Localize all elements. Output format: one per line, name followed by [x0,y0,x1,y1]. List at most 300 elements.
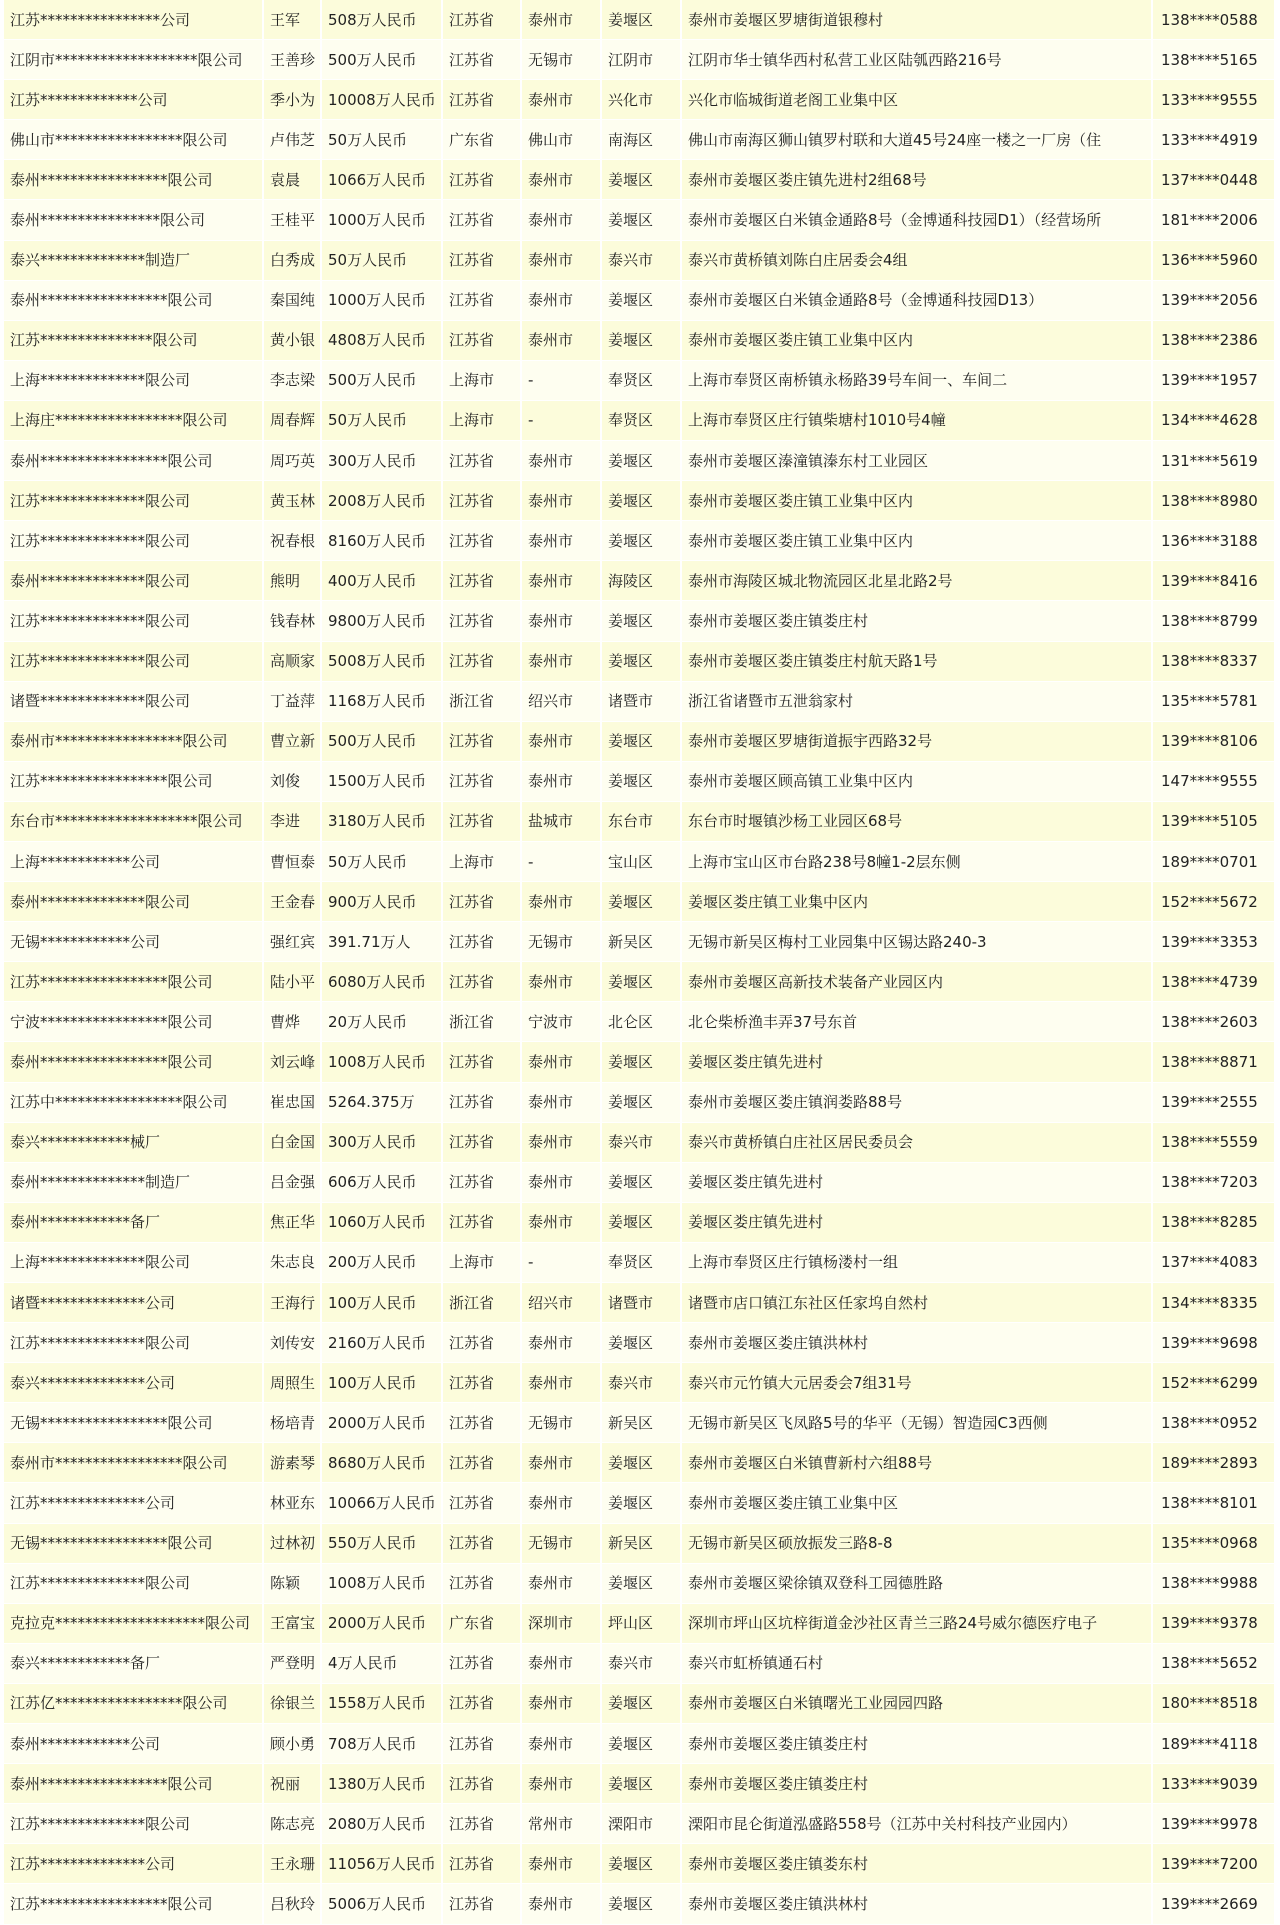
district-cell: 姜堰区 [602,160,682,200]
table-row [4,802,1276,842]
district-cell: 姜堰区 [602,1483,682,1523]
province-cell: 江苏省 [443,1363,522,1403]
province-cell: 江苏省 [443,0,522,40]
address-cell: 泰州市姜堰区白米镇曹新村六组88号 [682,1443,1153,1483]
district-cell: 泰兴市 [602,241,682,281]
city-cell: 盐城市 [522,802,602,842]
city-cell: 泰州市 [522,160,602,200]
company-name-cell: 江苏*************公司 [4,80,264,120]
table-row [4,120,1276,160]
company-name-cell: 江苏***************限公司 [4,321,264,361]
district-cell: 姜堰区 [602,882,682,922]
district-cell: 姜堰区 [602,1083,682,1123]
phone-cell: 138****0588 [1153,0,1276,40]
company-name-cell: 泰兴************备厂 [4,1644,264,1684]
legal-rep-cell: 吕金强 [264,1163,322,1203]
phone-cell: 189****2893 [1153,1443,1276,1483]
district-cell: 姜堰区 [602,321,682,361]
province-cell: 江苏省 [443,601,522,641]
legal-rep-cell: 王桂平 [264,200,322,240]
address-cell: 泰州市海陵区城北物流园区北星北路2号 [682,561,1153,601]
company-name-cell: 江苏**************限公司 [4,521,264,561]
company-name-cell: 江苏*****************限公司 [4,762,264,802]
phone-cell: 139****2669 [1153,1884,1276,1924]
legal-rep-cell: 高顺家 [264,642,322,682]
district-cell: 姜堰区 [602,1684,682,1724]
company-name-cell: 无锡*****************限公司 [4,1403,264,1443]
registered-capital-cell: 500万人民币 [322,40,443,80]
phone-cell: 138****0952 [1153,1403,1276,1443]
district-cell: 姜堰区 [602,1042,682,1082]
address-cell: 泰兴市元竹镇大元居委会7组31号 [682,1363,1153,1403]
registered-capital-cell: 10066万人民币 [322,1483,443,1523]
city-cell: 泰州市 [522,1123,602,1163]
city-cell: 无锡市 [522,1524,602,1564]
phone-cell: 133****4919 [1153,120,1276,160]
registered-capital-cell: 300万人民币 [322,1123,443,1163]
table-body [4,0,1276,1925]
table-row [4,1804,1276,1844]
table-row [4,1283,1276,1323]
province-cell: 江苏省 [443,1483,522,1523]
company-name-cell: 江苏**************限公司 [4,1564,264,1604]
city-cell: 泰州市 [522,1203,602,1243]
legal-rep-cell: 卢伟芝 [264,120,322,160]
table-row [4,1724,1276,1764]
province-cell: 江苏省 [443,1203,522,1243]
district-cell: 姜堰区 [602,0,682,40]
company-name-cell: 泰兴**************制造厂 [4,241,264,281]
registered-capital-cell: 606万人民币 [322,1163,443,1203]
province-cell: 江苏省 [443,1163,522,1203]
address-cell: 姜堰区娄庄镇先进村 [682,1042,1153,1082]
province-cell: 江苏省 [443,1524,522,1564]
city-cell: 绍兴市 [522,1283,602,1323]
district-cell: 奉贤区 [602,401,682,441]
phone-cell: 152****5672 [1153,882,1276,922]
district-cell: 姜堰区 [602,441,682,481]
table-row [4,1163,1276,1203]
phone-cell: 139****9978 [1153,1804,1276,1844]
address-cell: 泰州市姜堰区娄庄镇娄庄村 [682,601,1153,641]
address-cell: 泰兴市黄桥镇刘陈白庄居委会4组 [682,241,1153,281]
company-name-cell: 泰州****************限公司 [4,200,264,240]
province-cell: 浙江省 [443,1002,522,1042]
city-cell: 泰州市 [522,1042,602,1082]
province-cell: 江苏省 [443,561,522,601]
address-cell: 泰州市姜堰区罗塘街道银穆村 [682,0,1153,40]
province-cell: 上海市 [443,842,522,882]
city-cell: 泰州市 [522,1644,602,1684]
company-name-cell: 上海庄*****************限公司 [4,401,264,441]
phone-cell: 139****5105 [1153,802,1276,842]
registered-capital-cell: 2080万人民币 [322,1804,443,1844]
company-name-cell: 泰州*****************限公司 [4,1042,264,1082]
registered-capital-cell: 1000万人民币 [322,281,443,321]
company-name-cell: 克拉克********************限公司 [4,1604,264,1644]
address-cell: 泰州市姜堰区白米镇金通路8号（金博通科技园D1）（经营场所 [682,200,1153,240]
legal-rep-cell: 杨培青 [264,1403,322,1443]
registered-capital-cell: 3180万人民币 [322,802,443,842]
legal-rep-cell: 严登明 [264,1644,322,1684]
company-name-cell: 宁波*****************限公司 [4,1002,264,1042]
legal-rep-cell: 游素琴 [264,1443,322,1483]
district-cell: 新吴区 [602,1524,682,1564]
province-cell: 江苏省 [443,1323,522,1363]
district-cell: 宝山区 [602,842,682,882]
registered-capital-cell: 1008万人民币 [322,1042,443,1082]
legal-rep-cell: 刘传安 [264,1323,322,1363]
table-row [4,521,1276,561]
province-cell: 浙江省 [443,1283,522,1323]
province-cell: 江苏省 [443,1083,522,1123]
address-cell: 无锡市新吴区梅村工业园集中区锡达路240-3 [682,922,1153,962]
city-cell: 泰州市 [522,762,602,802]
company-name-cell: 江苏中*****************限公司 [4,1083,264,1123]
district-cell: 新吴区 [602,1403,682,1443]
city-cell: - [522,842,602,882]
address-cell: 上海市奉贤区庄行镇杨溇村一组 [682,1243,1153,1283]
company-name-cell: 泰州************公司 [4,1724,264,1764]
phone-cell: 138****9988 [1153,1564,1276,1604]
district-cell: 兴化市 [602,80,682,120]
district-cell: 姜堰区 [602,1884,682,1924]
address-cell: 江阴市华士镇华西村私营工业区陆瓠西路216号 [682,40,1153,80]
company-name-cell: 无锡************公司 [4,922,264,962]
province-cell: 江苏省 [443,281,522,321]
province-cell: 江苏省 [443,80,522,120]
phone-cell: 138****7203 [1153,1163,1276,1203]
legal-rep-cell: 白秀成 [264,241,322,281]
registered-capital-cell: 708万人民币 [322,1724,443,1764]
registered-capital-cell: 8680万人民币 [322,1443,443,1483]
phone-cell: 138****8101 [1153,1483,1276,1523]
registered-capital-cell: 300万人民币 [322,441,443,481]
company-name-cell: 泰州**************制造厂 [4,1163,264,1203]
registered-capital-cell: 2000万人民币 [322,1403,443,1443]
phone-cell: 139****3353 [1153,922,1276,962]
province-cell: 广东省 [443,1604,522,1644]
legal-rep-cell: 丁益萍 [264,682,322,722]
registered-capital-cell: 2008万人民币 [322,481,443,521]
city-cell: 泰州市 [522,561,602,601]
legal-rep-cell: 曹烨 [264,1002,322,1042]
address-cell: 姜堰区娄庄镇工业集中区内 [682,882,1153,922]
city-cell: 深圳市 [522,1604,602,1644]
address-cell: 诸暨市店口镇江东社区任家坞自然村 [682,1283,1153,1323]
phone-cell: 139****2555 [1153,1083,1276,1123]
district-cell: 姜堰区 [602,722,682,762]
city-cell: 泰州市 [522,241,602,281]
table-row [4,1884,1276,1924]
address-cell: 泰兴市虹桥镇通石村 [682,1644,1153,1684]
registered-capital-cell: 2000万人民币 [322,1604,443,1644]
district-cell: 姜堰区 [602,1764,682,1804]
legal-rep-cell: 黄小银 [264,321,322,361]
registered-capital-cell: 508万人民币 [322,0,443,40]
district-cell: 坪山区 [602,1604,682,1644]
table-row [4,922,1276,962]
legal-rep-cell: 袁晨 [264,160,322,200]
province-cell: 江苏省 [443,1804,522,1844]
table-row [4,1123,1276,1163]
registered-capital-cell: 4万人民币 [322,1644,443,1684]
address-cell: 泰州市姜堰区梁徐镇双登科工园德胜路 [682,1564,1153,1604]
legal-rep-cell: 王富宝 [264,1604,322,1644]
company-name-cell: 泰州市*****************限公司 [4,722,264,762]
table-row [4,160,1276,200]
company-name-cell: 泰兴************械厂 [4,1123,264,1163]
address-cell: 泰州市姜堰区娄庄镇娄庄村航天路1号 [682,642,1153,682]
registered-capital-cell: 100万人民币 [322,1283,443,1323]
address-cell: 泰州市姜堰区娄庄镇工业集中区内 [682,321,1153,361]
district-cell: 姜堰区 [602,1724,682,1764]
address-cell: 泰州市姜堰区娄庄镇娄庄村 [682,1764,1153,1804]
phone-cell: 138****8871 [1153,1042,1276,1082]
city-cell: 无锡市 [522,40,602,80]
province-cell: 江苏省 [443,962,522,1002]
city-cell: 宁波市 [522,1002,602,1042]
table-row [4,241,1276,281]
province-cell: 江苏省 [443,1123,522,1163]
address-cell: 泰州市姜堰区娄庄镇润娄路88号 [682,1083,1153,1123]
table-row [4,1844,1276,1884]
district-cell: 奉贤区 [602,361,682,401]
legal-rep-cell: 李志梁 [264,361,322,401]
city-cell: 泰州市 [522,281,602,321]
legal-rep-cell: 王永珊 [264,1844,322,1884]
address-cell: 泰州市姜堰区白米镇金通路8号（金博通科技园D13） [682,281,1153,321]
legal-rep-cell: 周照生 [264,1363,322,1403]
district-cell: 姜堰区 [602,1443,682,1483]
province-cell: 江苏省 [443,1443,522,1483]
legal-rep-cell: 王金春 [264,882,322,922]
registered-capital-cell: 50万人民币 [322,120,443,160]
company-name-cell: 诸暨**************限公司 [4,682,264,722]
registered-capital-cell: 50万人民币 [322,401,443,441]
address-cell: 泰州市姜堰区罗塘街道振宇西路32号 [682,722,1153,762]
registered-capital-cell: 50万人民币 [322,241,443,281]
province-cell: 江苏省 [443,1403,522,1443]
address-cell: 泰州市姜堰区高新技术装备产业园区内 [682,962,1153,1002]
address-cell: 佛山市南海区狮山镇罗村联和大道45号24座一楼之一厂房（住 [682,120,1153,160]
district-cell: 诸暨市 [602,1283,682,1323]
province-cell: 江苏省 [443,1884,522,1924]
table-row [4,1764,1276,1804]
registered-capital-cell: 5006万人民币 [322,1884,443,1924]
table-row [4,1203,1276,1243]
district-cell: 奉贤区 [602,1243,682,1283]
registered-capital-cell: 4808万人民币 [322,321,443,361]
table-row [4,842,1276,882]
company-name-cell: 泰州**************限公司 [4,561,264,601]
company-name-cell: 江苏*****************限公司 [4,962,264,1002]
legal-rep-cell: 林亚东 [264,1483,322,1523]
address-cell: 姜堰区娄庄镇先进村 [682,1163,1153,1203]
phone-cell: 138****8799 [1153,601,1276,641]
legal-rep-cell: 王军 [264,0,322,40]
registered-capital-cell: 5264.375万 [322,1083,443,1123]
table-row [4,1363,1276,1403]
company-name-cell: 上海************公司 [4,842,264,882]
registered-capital-cell: 5008万人民币 [322,642,443,682]
city-cell: 佛山市 [522,120,602,160]
province-cell: 江苏省 [443,882,522,922]
address-cell: 无锡市新吴区硕放振发三路8-8 [682,1524,1153,1564]
province-cell: 上海市 [443,361,522,401]
registered-capital-cell: 500万人民币 [322,722,443,762]
phone-cell: 139****9698 [1153,1323,1276,1363]
province-cell: 江苏省 [443,241,522,281]
registered-capital-cell: 8160万人民币 [322,521,443,561]
province-cell: 上海市 [443,1243,522,1283]
phone-cell: 189****0701 [1153,842,1276,882]
district-cell: 姜堰区 [602,200,682,240]
city-cell: 泰州市 [522,642,602,682]
table-row [4,200,1276,240]
phone-cell: 152****6299 [1153,1363,1276,1403]
table-row [4,80,1276,120]
legal-rep-cell: 强红宾 [264,922,322,962]
legal-rep-cell: 黄玉林 [264,481,322,521]
province-cell: 江苏省 [443,40,522,80]
city-cell: 泰州市 [522,481,602,521]
district-cell: 姜堰区 [602,962,682,1002]
province-cell: 江苏省 [443,762,522,802]
address-cell: 泰州市姜堰区娄庄镇先进村2组68号 [682,160,1153,200]
company-name-cell: 江苏亿*****************限公司 [4,1684,264,1724]
address-cell: 北仑柴桥渔丰弄37号东首 [682,1002,1153,1042]
phone-cell: 138****8285 [1153,1203,1276,1243]
table-row [4,1604,1276,1644]
district-cell: 姜堰区 [602,481,682,521]
legal-rep-cell: 祝春根 [264,521,322,561]
province-cell: 江苏省 [443,441,522,481]
address-cell: 泰州市姜堰区娄庄镇洪林村 [682,1323,1153,1363]
company-name-cell: 江阴市*******************限公司 [4,40,264,80]
phone-cell: 134****8335 [1153,1283,1276,1323]
district-cell: 泰兴市 [602,1123,682,1163]
phone-cell: 131****5619 [1153,441,1276,481]
company-name-cell: 佛山市*****************限公司 [4,120,264,160]
company-name-cell: 泰州市*****************限公司 [4,1443,264,1483]
phone-cell: 138****5165 [1153,40,1276,80]
phone-cell: 139****7200 [1153,1844,1276,1884]
city-cell: 泰州市 [522,1363,602,1403]
address-cell: 泰州市姜堰区溱潼镇溱东村工业园区 [682,441,1153,481]
registered-capital-cell: 9800万人民币 [322,601,443,641]
table-row [4,321,1276,361]
district-cell: 姜堰区 [602,1844,682,1884]
phone-cell: 138****5559 [1153,1123,1276,1163]
company-name-cell: 上海**************限公司 [4,361,264,401]
address-cell: 浙江省诸暨市五泄翁家村 [682,682,1153,722]
registered-capital-cell: 2160万人民币 [322,1323,443,1363]
city-cell: 泰州市 [522,1844,602,1884]
address-cell: 东台市时堰镇沙杨工业园区68号 [682,802,1153,842]
district-cell: 江阴市 [602,40,682,80]
district-cell: 姜堰区 [602,762,682,802]
address-cell: 无锡市新吴区飞凤路5号的华平（无锡）智造园C3西侧 [682,1403,1153,1443]
registered-capital-cell: 11056万人民币 [322,1844,443,1884]
address-cell: 泰兴市黄桥镇白庄社区居民委员会 [682,1123,1153,1163]
province-cell: 江苏省 [443,160,522,200]
address-cell: 泰州市姜堰区娄庄镇工业集中区内 [682,521,1153,561]
phone-cell: 135****5781 [1153,682,1276,722]
legal-rep-cell: 祝丽 [264,1764,322,1804]
registered-capital-cell: 20万人民币 [322,1002,443,1042]
address-cell: 泰州市姜堰区娄庄镇工业集中区 [682,1483,1153,1523]
registered-capital-cell: 900万人民币 [322,882,443,922]
table-row [4,1644,1276,1684]
company-name-cell: 江苏*****************限公司 [4,1884,264,1924]
legal-rep-cell: 钱春林 [264,601,322,641]
city-cell: 泰州市 [522,1684,602,1724]
legal-rep-cell: 秦国纯 [264,281,322,321]
phone-cell: 136****3188 [1153,521,1276,561]
company-name-cell: 泰州*****************限公司 [4,441,264,481]
address-cell: 兴化市临城街道老阁工业集中区 [682,80,1153,120]
registered-capital-cell: 1066万人民币 [322,160,443,200]
province-cell: 江苏省 [443,521,522,561]
district-cell: 海陵区 [602,561,682,601]
registered-capital-cell: 100万人民币 [322,1363,443,1403]
phone-cell: 134****4628 [1153,401,1276,441]
city-cell: 泰州市 [522,1724,602,1764]
registered-capital-cell: 550万人民币 [322,1524,443,1564]
district-cell: 泰兴市 [602,1644,682,1684]
table-row [4,962,1276,1002]
company-name-cell: 江苏**************公司 [4,1844,264,1884]
address-cell: 泰州市姜堰区白米镇曙光工业园园四路 [682,1684,1153,1724]
address-cell: 泰州市姜堰区娄庄镇娄庄村 [682,1724,1153,1764]
registered-capital-cell: 1380万人民币 [322,1764,443,1804]
district-cell: 诸暨市 [602,682,682,722]
province-cell: 江苏省 [443,1564,522,1604]
phone-cell: 180****8518 [1153,1684,1276,1724]
district-cell: 东台市 [602,802,682,842]
province-cell: 江苏省 [443,481,522,521]
district-cell: 姜堰区 [602,1323,682,1363]
city-cell: 泰州市 [522,962,602,1002]
company-name-cell: 无锡*****************限公司 [4,1524,264,1564]
province-cell: 江苏省 [443,802,522,842]
address-cell: 泰州市姜堰区娄庄镇洪林村 [682,1884,1153,1924]
registered-capital-cell: 1500万人民币 [322,762,443,802]
registered-capital-cell: 200万人民币 [322,1243,443,1283]
province-cell: 江苏省 [443,321,522,361]
phone-cell: 133****9555 [1153,80,1276,120]
district-cell: 北仑区 [602,1002,682,1042]
company-name-cell: 江苏****************公司 [4,0,264,40]
table-row [4,1524,1276,1564]
legal-rep-cell: 曹立新 [264,722,322,762]
city-cell: 泰州市 [522,321,602,361]
company-name-cell: 上海**************限公司 [4,1243,264,1283]
district-cell: 姜堰区 [602,642,682,682]
phone-cell: 181****2006 [1153,200,1276,240]
province-cell: 江苏省 [443,1684,522,1724]
city-cell: 泰州市 [522,80,602,120]
legal-rep-cell: 陈颖 [264,1564,322,1604]
city-cell: - [522,1243,602,1283]
city-cell: 泰州市 [522,1764,602,1804]
legal-rep-cell: 王海行 [264,1283,322,1323]
city-cell: - [522,361,602,401]
district-cell: 姜堰区 [602,1564,682,1604]
city-cell: 泰州市 [522,1443,602,1483]
legal-rep-cell: 李进 [264,802,322,842]
